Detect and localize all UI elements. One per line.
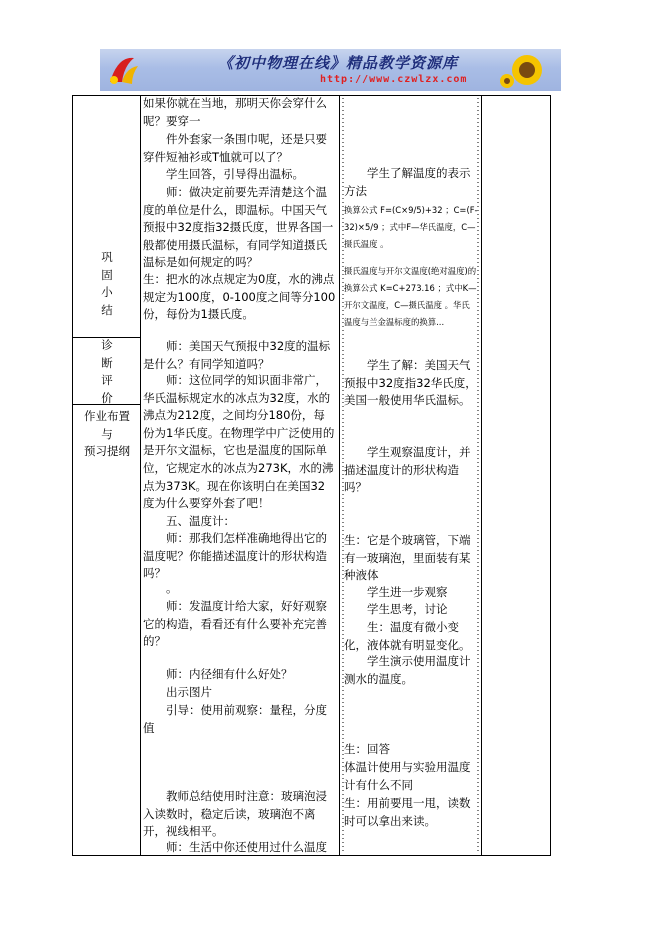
right-observe: 学生观察温度计，并描述温度计的形状构造吗？ bbox=[344, 445, 471, 495]
middle-text-16: 师：生活中你还使用过什么温度 bbox=[166, 840, 327, 854]
middle-text-9: 师：那我们怎样准确地得出它的温度呢？你能描述温度计的形状构造吗？ bbox=[143, 531, 327, 581]
middle-text-7: 师：这位同学的知识面非常广，华氏温标规定水的冰点为32度，水的沸点为212度，之间均分180份，每份为1华氏度。在物理学中广泛使用的是开尔文温标，它也是温度的国际单位，它规定水的冰点为273K，水的沸点为373K。现在你该明白在美国32度为什么要穿外套了吧！ bbox=[143, 373, 335, 511]
right-reply: 生：回答 bbox=[344, 742, 390, 756]
site-logo-icon bbox=[104, 52, 144, 88]
sunflower-icon bbox=[497, 51, 557, 89]
middle-text-3: 学生回答，引导得出温标。 bbox=[166, 167, 304, 181]
middle-text-10: 。 bbox=[166, 581, 178, 595]
right-answer: 生：它是个玻璃管，下端有一玻璃泡，里面装有某种液体 bbox=[344, 533, 471, 583]
middle-text-4: 师：做决定前要先弄清楚这个温度的单位是什么，即温标。中国天气预报中32度指32摄氏度，世界各国一般都使用摄氏温标，有同学知道摄氏温标是如何规定的吗？ bbox=[143, 185, 334, 270]
right-shake: 生：用前要甩一甩，读数时可以拿出来读。 bbox=[344, 796, 471, 828]
label-homework: 作业布置 与 预习提纲 bbox=[84, 409, 130, 459]
right-further: 学生进一步观察 bbox=[367, 585, 448, 599]
right-learn: 学生了解温度的表示方法 bbox=[344, 166, 471, 198]
right-understand: 学生了解：美国天气预报中32度指32华氏度，美国一般使用华氏温标。 bbox=[344, 358, 477, 408]
right-formula-1: 换算公式 F=(C×9/5)+32 ；C=(F-32)×5/9 ；式中F—华氏温度，C—摄氏温度 。 bbox=[344, 205, 478, 249]
middle-text-13: 出示图片 bbox=[166, 685, 212, 699]
middle-text-2: 件外套家一条围巾呢，还是只要穿件短袖衫或T恤就可以了？ bbox=[143, 132, 327, 164]
right-formula-2: 摄氏温度与开尔文温度(绝对温度)的换算公式 K=C+273.16 ；式中K—开尔文温度，C—摄氏温度 。华氏温度与兰金温标度的换算... bbox=[344, 266, 477, 327]
right-thin: 生：温度有微小变化，液体就有明显变化。 bbox=[344, 620, 471, 652]
middle-text-1: 如果你就在当地，那明天你会穿什么呢？要穿一 bbox=[143, 96, 327, 128]
middle-text-15: 教师总结使用时注意：玻璃泡浸入读数时，稳定后读，玻璃泡不离开，视线相平。 bbox=[143, 789, 327, 839]
label-diagnose: 诊 断 评 价 bbox=[101, 338, 113, 405]
right-think: 学生思考，讨论 bbox=[367, 602, 448, 616]
middle-text-11: 师：发温度计给大家，好好观察它的构造，看看还有什么要补充完善的？ bbox=[143, 599, 327, 649]
middle-text-8: 五、温度计： bbox=[166, 514, 235, 528]
middle-text-14: 引导：使用前观察：量程，分度值 bbox=[143, 703, 327, 735]
middle-text-12: 师：内径细有什么好处？ bbox=[166, 667, 293, 681]
right-demo: 学生演示使用温度计测水的温度。 bbox=[344, 654, 471, 686]
middle-text-5: 生：把水的冰点规定为0度，水的沸点规定为100度，0-100度之间等分100份，每份为1摄氏度。 bbox=[143, 272, 336, 322]
header-banner bbox=[100, 49, 561, 91]
site-url[interactable]: http://www.czwlzx.com bbox=[320, 74, 468, 85]
label-consolidate: 巩 固 小 结 bbox=[101, 250, 113, 317]
site-title: 《初中物理在线》精品教学资源库 bbox=[218, 54, 459, 72]
middle-text-6: 师：美国天气预报中32度的温标是什么？有同学知道吗？ bbox=[143, 339, 331, 371]
right-body-diff: 体温计使用与实验用温度计有什么不同 bbox=[344, 760, 471, 792]
